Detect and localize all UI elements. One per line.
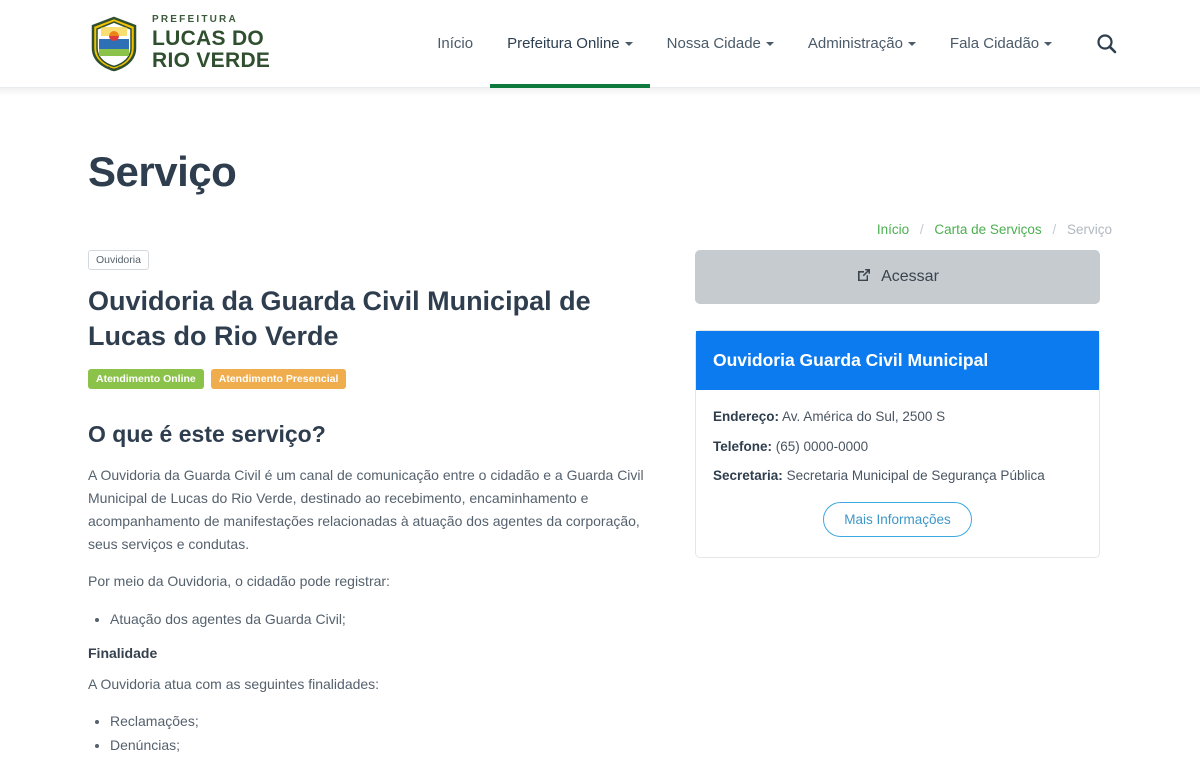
contact-card <box>695 330 1100 558</box>
finalidade-intro: A Ouvidoria atua com as seguintes finalidades: <box>88 676 380 693</box>
mais-informacoes-button[interactable]: Mais Informações <box>823 502 972 537</box>
search-icon[interactable] <box>1091 29 1121 59</box>
acessar-button[interactable] <box>695 250 1100 304</box>
nav-item-fala-cidadao[interactable] <box>933 0 1069 88</box>
service-badges <box>88 369 653 389</box>
chevron-down-icon <box>766 42 774 46</box>
breadcrumb-current: Serviço <box>1066 222 1112 237</box>
service-register-list <box>88 608 653 632</box>
contact-card-title: Ouvidoria Guarda Civil Municipal <box>696 331 1099 390</box>
hero-gradient <box>0 88 1200 96</box>
breadcrumb-separator: / <box>1052 222 1057 237</box>
logo-prefeitura-label: PREFEITURA <box>152 13 238 25</box>
site-logo[interactable] <box>88 15 270 73</box>
external-link-icon <box>856 267 872 288</box>
nav-item-label: Fala Cidadão <box>949 35 1040 52</box>
contact-row-endereco <box>713 407 1082 427</box>
finalidade-label: Finalidade <box>88 645 158 662</box>
more-info-wrapper <box>713 502 1082 537</box>
breadcrumb-separator: / <box>919 222 924 237</box>
contact-value-secretaria: Secretaria Municipal de Segurança Pública <box>786 468 1045 484</box>
nav-item-label: Nossa Cidade <box>666 35 761 52</box>
two-column-layout <box>88 250 1112 772</box>
contact-value-telefone: (65) 0000-0000 <box>775 438 869 454</box>
badge-atendimento-presencial: Atendimento Presencial <box>211 369 347 389</box>
service-category-tag: Ouvidoria <box>88 250 149 270</box>
section-heading-what-is: O que é este serviço? <box>88 421 326 448</box>
contact-label-telefone: Telefone: <box>713 438 773 454</box>
chevron-down-icon <box>1044 42 1052 46</box>
service-title: Ouvidoria da Guarda Civil Municipal de Lucas do Rio Verde <box>88 286 591 351</box>
coat-of-arms-icon <box>88 15 140 73</box>
page-title: Serviço <box>88 148 237 195</box>
service-details-column <box>88 250 653 772</box>
content-container <box>88 148 1112 772</box>
service-sidebar-column <box>695 250 1100 772</box>
nav-item-nossa-cidade[interactable] <box>650 0 791 88</box>
site-header <box>0 0 1200 88</box>
nav-item-label: Prefeitura Online <box>507 35 620 52</box>
contact-label-endereco: Endereço: <box>713 409 780 424</box>
logo-city-line1: LUCAS DO <box>152 26 265 50</box>
nav-item-prefeitura-online[interactable] <box>490 0 650 88</box>
contact-label-secretaria: Secretaria: <box>713 468 783 484</box>
nav-item-label: Administração <box>807 35 903 52</box>
breadcrumb <box>877 222 1112 237</box>
list-item: • Denúncias; <box>110 734 653 758</box>
contact-value-endereco: Av. América do Sul, 2500 S <box>782 409 946 424</box>
list-item: • Reclamações; <box>110 710 653 734</box>
main-navigation <box>420 0 1121 88</box>
finalidade-list <box>88 710 653 758</box>
contact-row-secretaria <box>713 466 1082 486</box>
page-content <box>0 88 1200 772</box>
chevron-down-icon <box>625 42 633 46</box>
service-register-intro: Por meio da Ouvidoria, o cidadão pode registrar: <box>88 573 390 590</box>
list-item: • Atuação dos agentes da Guarda Civil; <box>110 608 653 632</box>
badge-atendimento-online: Atendimento Online <box>88 369 204 389</box>
nav-item-administracao[interactable] <box>791 0 933 88</box>
logo-text <box>152 15 270 73</box>
contact-row-telefone <box>713 437 1082 457</box>
acessar-button-label: Acessar <box>881 268 939 285</box>
chevron-down-icon <box>908 42 916 46</box>
nav-item-label: Início <box>437 35 474 52</box>
nav-item-inicio[interactable] <box>420 0 490 88</box>
logo-city-line2: RIO VERDE <box>152 49 271 72</box>
breadcrumb-section[interactable]: Carta de Serviços <box>934 222 1042 237</box>
contact-card-body <box>696 390 1099 557</box>
breadcrumb-home[interactable]: Início <box>876 222 910 237</box>
service-description-paragraph: A Ouvidoria da Guarda Civil é um canal de comunicação entre o cidadão e a Guarda Civil Municipal de Lucas do Rio Verde, destinado ao recebimento, encaminhamento e acompanhamento de manifestações relacionadas à atuação dos agentes da corporação, seus serviços e condutas. <box>88 467 644 553</box>
